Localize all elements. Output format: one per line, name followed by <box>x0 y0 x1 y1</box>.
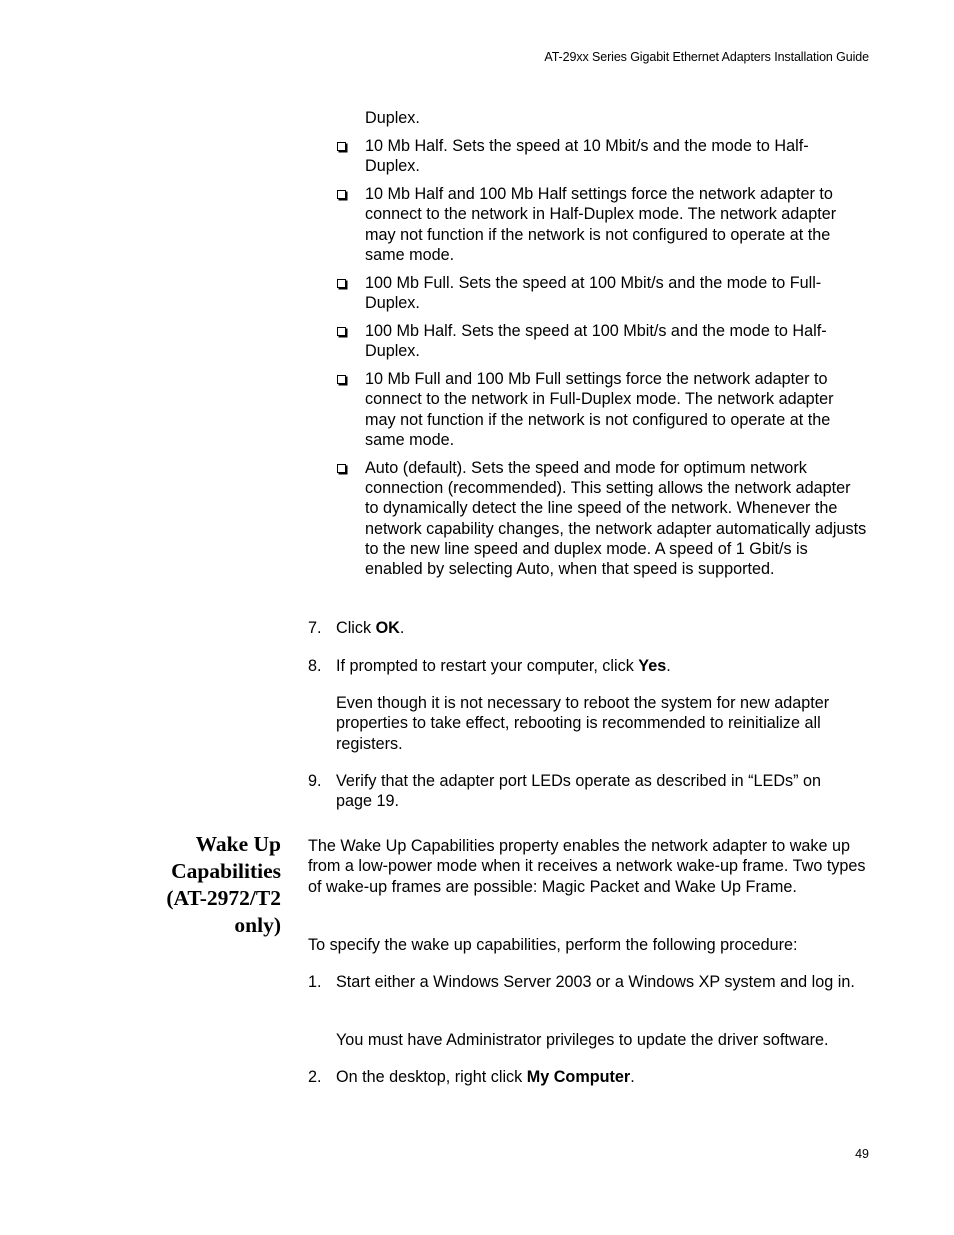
continuation-text: Duplex. <box>365 109 420 127</box>
page-number: 49 <box>855 1147 869 1161</box>
bullet-item: 100 Mb Half. Sets the speed at 100 Mbit/s and the mode to Half-Duplex. <box>336 321 860 362</box>
step-2: 2. On the desktop, right click My Computer. <box>308 1068 635 1086</box>
checkbox-bullet-icon <box>337 142 346 151</box>
step-8-note: Even though it is not necessary to reboot the system for new adapter properties to take effect, rebooting is recommended to reinitialize all registers. <box>336 694 830 753</box>
checkbox-bullet-icon <box>337 327 346 336</box>
checkbox-bullet-icon <box>337 279 346 288</box>
checkbox-bullet-icon <box>337 375 346 384</box>
checkbox-bullet-icon <box>337 190 346 199</box>
step-1-note: You must have Administrator privileges to update the driver software. <box>336 1031 829 1049</box>
bullet-item: Auto (default). Sets the speed and mode for optimum network connection (recommended). This setting allows the network adapter to dynamically detect the line speed of the network. Whenever the network capability changes, the network adapter automatically adjusts to the new line speed and duplex mode. A speed of 1 Gbit/s is enabled by selecting Auto, when that speed is supported. <box>336 458 868 580</box>
bullet-list <box>336 136 868 587</box>
bullet-item: 10 Mb Half. Sets the speed at 10 Mbit/s and the mode to Half-Duplex. <box>336 136 835 177</box>
step-8: 8. If prompted to restart your computer, click Yes. <box>308 657 671 675</box>
bullet-item: 100 Mb Full. Sets the speed at 100 Mbit/s and the mode to Full-Duplex. <box>336 273 855 314</box>
step-7: 7. Click OK. <box>308 619 405 637</box>
section-heading: Wake Up Capabilities (AT-2972/T2 only) <box>166 832 281 937</box>
step-9: 9. Verify that the adapter port LEDs operate as described in “LEDs” on page 19. <box>308 772 821 811</box>
checkbox-bullet-icon <box>337 464 346 473</box>
bullet-item: 10 Mb Half and 100 Mb Half settings force the network adapter to connect to the network in Half-Duplex mode. The network adapter may not function if the network is not configured to operate at the same mode. <box>336 184 868 265</box>
bullet-item: 10 Mb Full and 100 Mb Full settings force the network adapter to connect to the network in Full-Duplex mode. The network adapter may not function if the network is not configured to operate at the same mode. <box>336 369 868 450</box>
procedure-intro: To specify the wake up capabilities, perform the following procedure: <box>308 936 798 954</box>
step-1: 1. Start either a Windows Server 2003 or a Windows XP system and log in. <box>308 973 855 991</box>
running-header: AT-29xx Series Gigabit Ethernet Adapters Installation Guide <box>544 50 869 64</box>
section-intro: The Wake Up Capabilities property enables the network adapter to wake up from a low-power mode when it receives a network wake-up frame. Two types of wake-up frames are possible: Magic Packet and Wake Up Frame. <box>308 837 866 896</box>
